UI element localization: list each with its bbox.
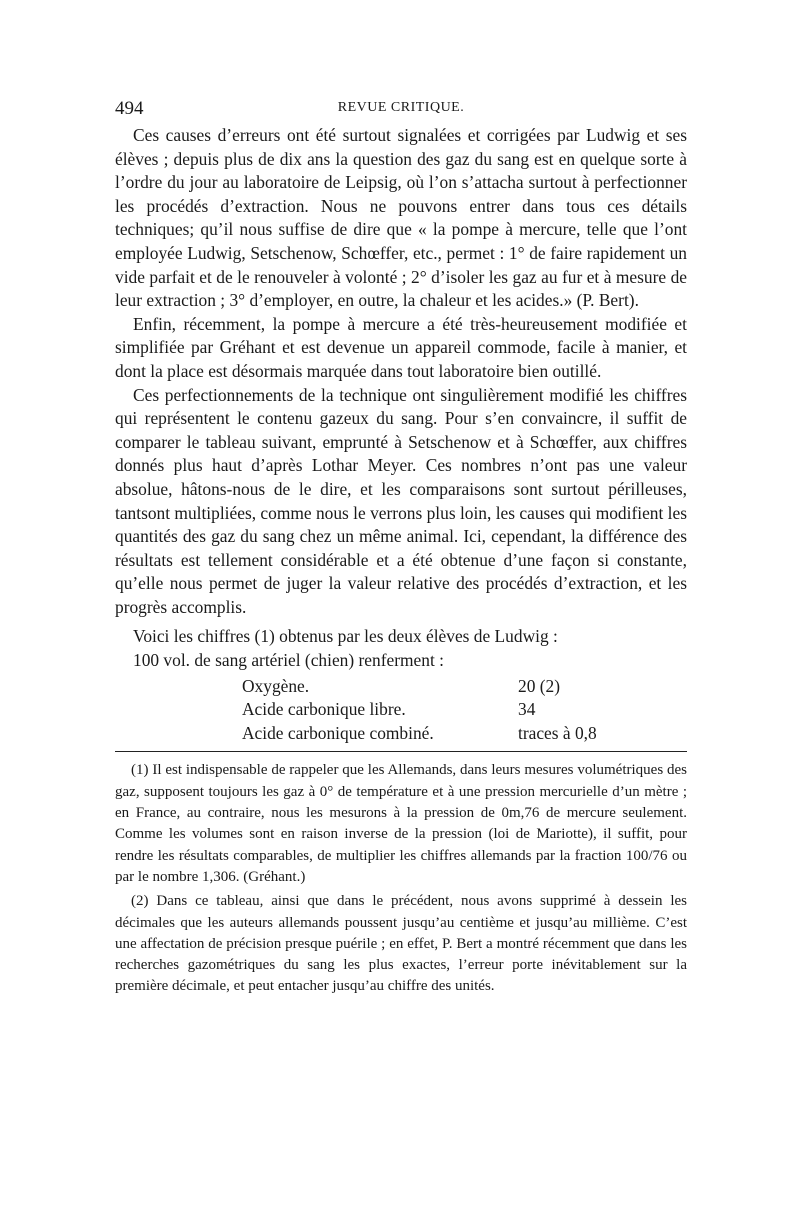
paragraph: Voici les chiffres (1) obtenus par les deux élèves de Ludwig : — [133, 626, 558, 647]
paragraph: 100 vol. de sang artériel (chien) renferment : — [133, 650, 444, 671]
running-title: REVUE CRITIQUE. — [337, 100, 465, 115]
table-row — [242, 722, 687, 746]
gas-table — [242, 675, 687, 746]
main-text — [115, 124, 687, 673]
page-header — [115, 98, 687, 124]
table-row — [242, 675, 687, 699]
gas-name: Acide carbonique combiné. — [242, 722, 434, 743]
paragraph: Enfin, récemment, la pompe à mercure a été très-heureusement modifiée et simplifiée par Gréhant et est devenue un appareil commode, facile à manier, et dont la place est désormais marquée dans tout laboratoire bien outillé. — [115, 313, 687, 381]
footnote: (1) Il est indispensable de rappeler que les Allemands, dans leurs mesures volumétriques des gaz, supposent toujours les gaz à 0° de température et à une pression mercurielle d’un mètre ; en France, au contraire, nous les mesurons à la pression de 0m,76 de mercure seulement. Comme les volumes sont en raison inverse de la pression (loi de Mariotte), il suffit, pour rendre les résultats comparables, de multiplier les chiffres allemands par la fraction 100/76 ou par le nombre 1,306. (Gréhant.) — [115, 762, 687, 885]
footnotes — [115, 760, 687, 997]
gas-value: 20 (2) — [518, 675, 561, 696]
paragraph: Ces causes d’erreurs ont été surtout signalées et corrigées par Ludwig et ses élèves ; depuis plus de dix ans la question des gaz du sang est en quelque sorte à l’ordre du jour au laboratoire de Leipsig, où l’on s’attacha surtout à perfectionner les procédés d’extraction. Nous ne pouvons entrer dans tous ces détails techniques; qu’il nous suffise de dire que « la pompe à mercure, telle que l’ont employée Ludwig, Setschenow, Schœffer, etc., permet : 1° de faire rapidement un vide parfait et de le renouveler à volonté ; 2° d’isoler les gaz au fur et à mesure de leur extraction ; 3° d’employer, en outre, la chaleur et les acides.» (P. Bert). — [115, 125, 687, 311]
paragraph: Ces perfectionnements de la technique ont singulièrement modifié les chiffres qui représentent le contenu gazeux du sang. Pour s’en convaincre, il suffit de comparer le tableau suivant, emprunté à Setschenow et à Schœffer, aux chiffres donnés plus haut d’après Lothar Meyer. Ces nombres n’ont pas une valeur absolue, hâtons-nous de le dire, et les comparaisons sont surtout périlleuses, tantsont multipliées, comme nous le verrons plus loin, les causes qui modifient les quantités des gaz du sang chez un même animal. Ici, cependant, la différence des résultats est tellement considérable et a été obtenue d’une façon si constante, qu’elle nous permet de juger la valeur relative des procédés d’extraction, et les progrès accomplis. — [115, 384, 687, 617]
footnote: (2) Dans ce tableau, ainsi que dans le précédent, nous avons supprimé à dessein les décimales que les auteurs allemands poussent jusqu’au centième et jusqu’au millième. C’est une affectation de précision presque puérile ; en effet, P. Bert a montré récemment que dans les recherches gazométriques du sang les plus exactes, l’erreur porte inévitablement sur la première décimale, et peut entacher jusqu’au chiffre des unités. — [115, 893, 687, 995]
gas-name: Acide carbonique libre. — [242, 699, 406, 720]
gas-value: 34 — [518, 699, 536, 720]
book-page — [115, 98, 687, 998]
table-row — [242, 698, 687, 722]
gas-name: Oxygène. — [242, 675, 310, 696]
page-number: 494 — [115, 98, 144, 119]
footnote-rule — [115, 751, 687, 752]
gas-value: traces à 0,8 — [518, 722, 597, 743]
